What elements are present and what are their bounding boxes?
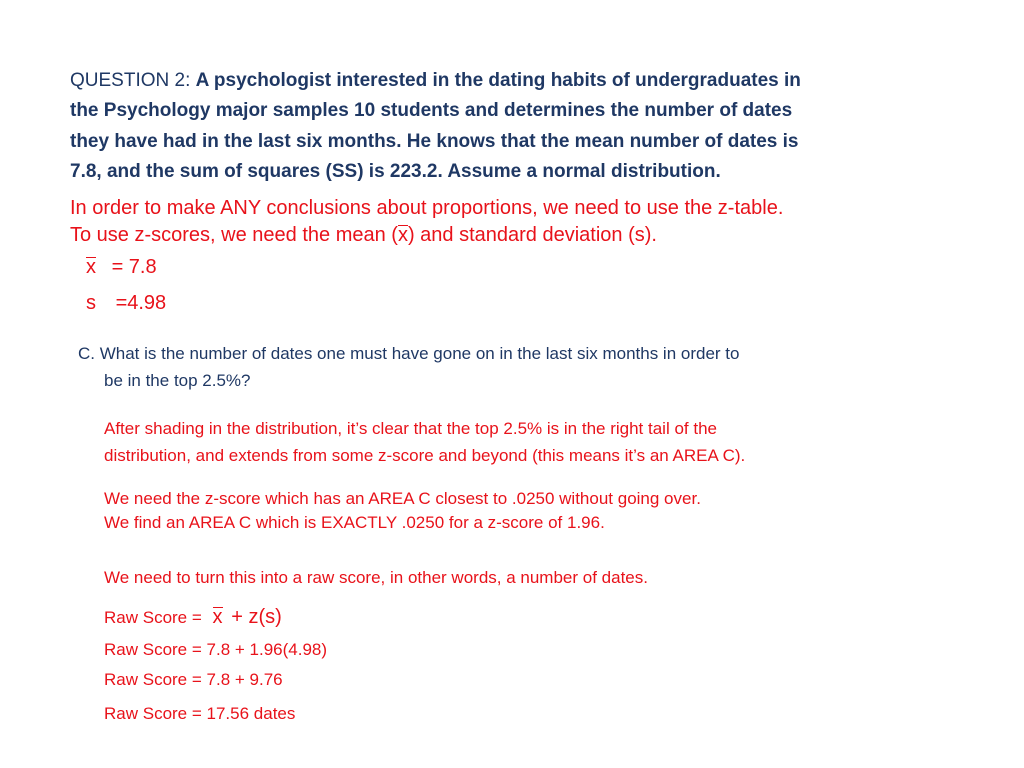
question-text-2: the Psychology major samples 10 students and determines the number of dates: [70, 100, 793, 121]
answer-p2-line-2: We find an AREA C which is EXACTLY .0250 for a z-score of 1.96.: [104, 513, 605, 532]
intro-line-2-before: To use z-scores, we need the mean (: [70, 224, 398, 246]
intro-line-2-after: ) and standard deviation (s).: [407, 224, 657, 246]
mean-row: [86, 256, 157, 279]
question-line-2: [70, 96, 792, 126]
sd-row: [86, 292, 166, 315]
step-2: Raw Score = 7.8 + 9.76: [104, 670, 283, 689]
sd-value: =4.98: [115, 292, 167, 314]
mean-value: = 7.8: [111, 256, 157, 278]
intro-line-1: In order to make ANY conclusions about proportions, we need to use the z-table.: [70, 197, 784, 219]
part-c-line-2: be in the top 2.5%?: [104, 371, 251, 390]
question-label: QUESTION 2:: [70, 70, 191, 91]
formula-label: Raw Score =: [104, 608, 202, 627]
mean-symbol-inline: x: [397, 224, 408, 246]
answer-p3: We need to turn this into a raw score, in other words, a number of dates.: [104, 568, 648, 587]
sd-symbol: s: [86, 292, 96, 314]
question-line-1: [70, 66, 801, 96]
question-text-1: A psychologist interested in the dating habits of undergraduates in: [195, 70, 801, 91]
question-line-4: [70, 157, 721, 187]
mean-symbol: x: [86, 256, 96, 278]
result: Raw Score = 17.56 dates: [104, 704, 296, 723]
part-c-line-1: C. What is the number of dates one must have gone on in the last six months in order to: [78, 344, 740, 363]
question-text-3: they have had in the last six months. He knows that the mean number of dates is: [70, 131, 799, 152]
formula-rest: + z(s): [231, 606, 282, 628]
formula-row: [104, 606, 282, 629]
step-1: Raw Score = 7.8 + 1.96(4.98): [104, 640, 328, 659]
answer-p2-line-1: We need the z-score which has an AREA C closest to .0250 without going over.: [104, 489, 701, 508]
intro-line-2: [70, 224, 657, 247]
answer-p1-line-1: After shading in the distribution, it’s clear that the top 2.5% is in the right tail of the: [104, 419, 717, 438]
formula-mean-symbol: x: [212, 606, 223, 628]
question-line-3: [70, 127, 799, 157]
question-text-4: 7.8, and the sum of squares (SS) is 223.2. Assume a normal distribution.: [70, 161, 721, 182]
answer-p1-line-2: distribution, and extends from some z-score and beyond (this means it’s an AREA C).: [104, 446, 746, 465]
